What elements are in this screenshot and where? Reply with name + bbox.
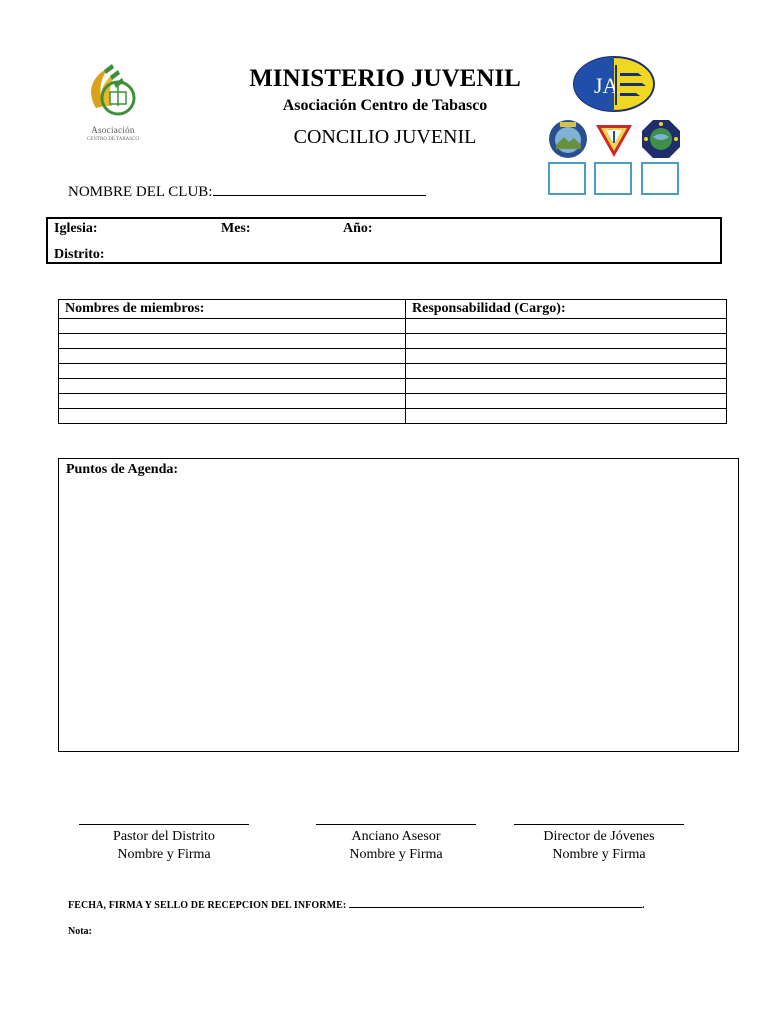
agenda-box[interactable] (58, 458, 739, 752)
adventurers-checkbox[interactable] (548, 162, 586, 195)
signature-role: Director de Jóvenes (543, 829, 655, 844)
note-label: Nota: (68, 926, 92, 937)
table-header-row (59, 300, 727, 319)
ja-letters: JA (594, 73, 619, 98)
signature-elder[interactable] (316, 824, 476, 864)
master-guide-badge-icon (641, 119, 681, 159)
church-label: Iglesia: (54, 221, 98, 236)
member-name-cell[interactable] (59, 409, 406, 424)
table-row (59, 394, 727, 409)
member-name-cell[interactable] (59, 349, 406, 364)
club-name-field[interactable] (68, 181, 426, 202)
association-name: Asociación (91, 125, 135, 135)
adventurers-badge-icon (548, 119, 588, 159)
member-role-cell[interactable] (406, 409, 727, 424)
members-col-header: Nombres de miembros: (59, 300, 406, 319)
signature-note: Nombre y Firma (552, 847, 646, 862)
member-role-cell[interactable] (406, 334, 727, 349)
table-row (59, 334, 727, 349)
signature-role: Anciano Asesor (351, 829, 441, 844)
table-row (59, 379, 727, 394)
pathfinders-badge-icon (594, 119, 634, 159)
reception-field[interactable]: FECHA, FIRMA Y SELLO DE RECEPCION DEL INFORME: . (68, 897, 645, 913)
ja-logo-icon (572, 55, 656, 113)
signature-note: Nombre y Firma (349, 847, 443, 862)
adventurers-badge (548, 119, 588, 159)
signature-role: Pastor del Distrito (113, 829, 215, 844)
table-row (59, 349, 727, 364)
member-role-cell[interactable] (406, 379, 727, 394)
pathfinders-badge (594, 119, 634, 159)
member-role-cell[interactable] (406, 349, 727, 364)
members-table (58, 299, 727, 424)
info-box (46, 217, 722, 264)
reception-label: FECHA, FIRMA Y SELLO DE RECEPCION DEL INFORME: (68, 900, 347, 911)
club-name-blank[interactable] (213, 181, 426, 196)
member-name-cell[interactable] (59, 319, 406, 334)
ja-logo (572, 55, 656, 113)
member-role-cell[interactable] (406, 394, 727, 409)
district-label: Distrito: (54, 247, 105, 262)
master-guide-badge (641, 119, 681, 159)
table-row (59, 319, 727, 334)
agenda-label: Puntos de Agenda: (66, 462, 179, 477)
table-row (59, 409, 727, 424)
council-title: CONCILIO JUVENIL (293, 126, 477, 148)
page-subtitle: Asociación Centro de Tabasco (282, 97, 488, 114)
role-col-header: Responsabilidad (Cargo): (406, 300, 727, 319)
member-role-cell[interactable] (406, 364, 727, 379)
member-name-cell[interactable] (59, 364, 406, 379)
master-guide-checkbox[interactable] (641, 162, 679, 195)
signature-note: Nombre y Firma (117, 847, 211, 862)
association-sub: CENTRO DE TABASCO (86, 137, 139, 142)
club-name-label: NOMBRE DEL CLUB: (68, 184, 213, 200)
member-name-cell[interactable] (59, 379, 406, 394)
page-title: MINISTERIO JUVENIL (249, 65, 521, 92)
reception-blank[interactable] (349, 897, 642, 908)
signature-director[interactable] (514, 824, 684, 864)
member-name-cell[interactable] (59, 334, 406, 349)
month-label: Mes: (221, 221, 251, 236)
signature-pastor[interactable] (79, 824, 249, 864)
member-role-cell[interactable] (406, 319, 727, 334)
association-logo-icon (78, 62, 148, 126)
table-row (59, 364, 727, 379)
year-label: Año: (343, 221, 373, 236)
association-logo (78, 62, 148, 146)
member-name-cell[interactable] (59, 394, 406, 409)
pathfinders-checkbox[interactable] (594, 162, 632, 195)
